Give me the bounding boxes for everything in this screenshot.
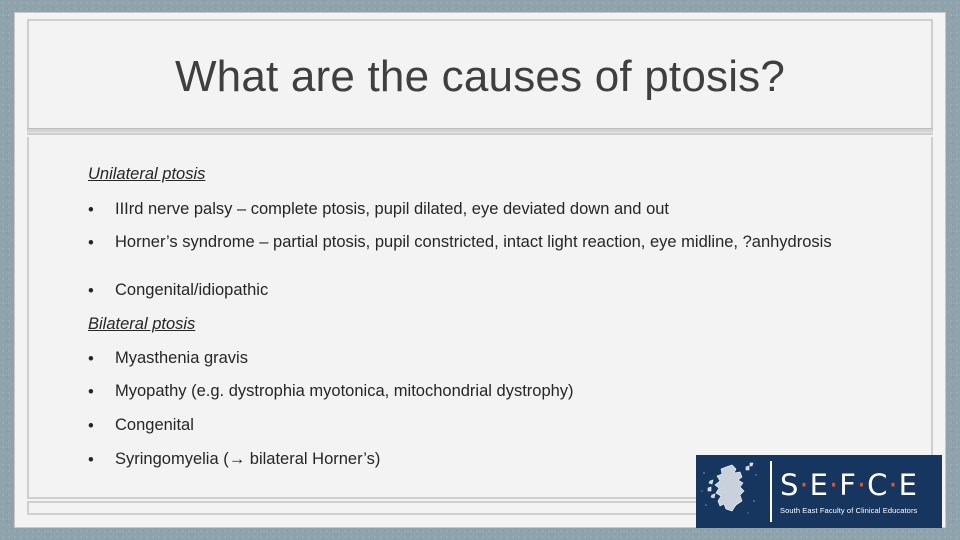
bullet-text: Congenital/idiopathic — [115, 281, 269, 299]
bullet-dot: • — [88, 451, 94, 469]
title-box — [27, 19, 933, 135]
scotland-map-icon — [696, 461, 772, 522]
logo-letter: S — [780, 468, 800, 502]
bullet-dot: • — [88, 417, 94, 435]
sefce-logo — [696, 455, 942, 528]
section-heading-bilateral: Bilateral ptosis — [88, 315, 196, 333]
logo-separator: · — [828, 468, 840, 502]
logo-wordmark — [780, 468, 942, 502]
title-divider — [27, 128, 933, 133]
slide-title: What are the causes of ptosis? — [174, 52, 786, 101]
logo-subtitle: South East Faculty of Clinical Educators — [780, 506, 918, 515]
logo-letter: C — [867, 468, 889, 502]
bullet-dot: • — [88, 282, 94, 300]
bullet-text: IIIrd nerve palsy – complete ptosis, pupil dilated, eye deviated down and out — [115, 200, 670, 218]
bullet-dot: • — [88, 201, 94, 219]
logo-separator: · — [888, 468, 899, 502]
logo-letter: F — [839, 468, 857, 502]
logo-separator: · — [856, 468, 868, 502]
bullet-text: Myopathy (e.g. dystrophia myotonica, mitochondrial dystrophy) — [115, 382, 574, 400]
logo-letter: E — [809, 468, 829, 502]
bullet-text: Syringomyelia (→ bilateral Horner’s) — [115, 450, 381, 468]
bullet-text: Congenital — [115, 416, 194, 434]
bullet-dot: • — [88, 234, 94, 252]
bullet-dot: • — [88, 383, 94, 401]
logo-letter: E — [898, 468, 918, 502]
bullet-dot: • — [88, 350, 94, 368]
bullet-text: Horner’s syndrome – partial ptosis, pupil constricted, intact light reaction, eye midline, ?anhydrosis — [115, 233, 832, 251]
section-heading-unilateral: Unilateral ptosis — [88, 165, 206, 183]
bullet-text: Myasthenia gravis — [115, 349, 248, 367]
logo-brand — [772, 455, 942, 528]
logo-separator: · — [799, 468, 810, 502]
